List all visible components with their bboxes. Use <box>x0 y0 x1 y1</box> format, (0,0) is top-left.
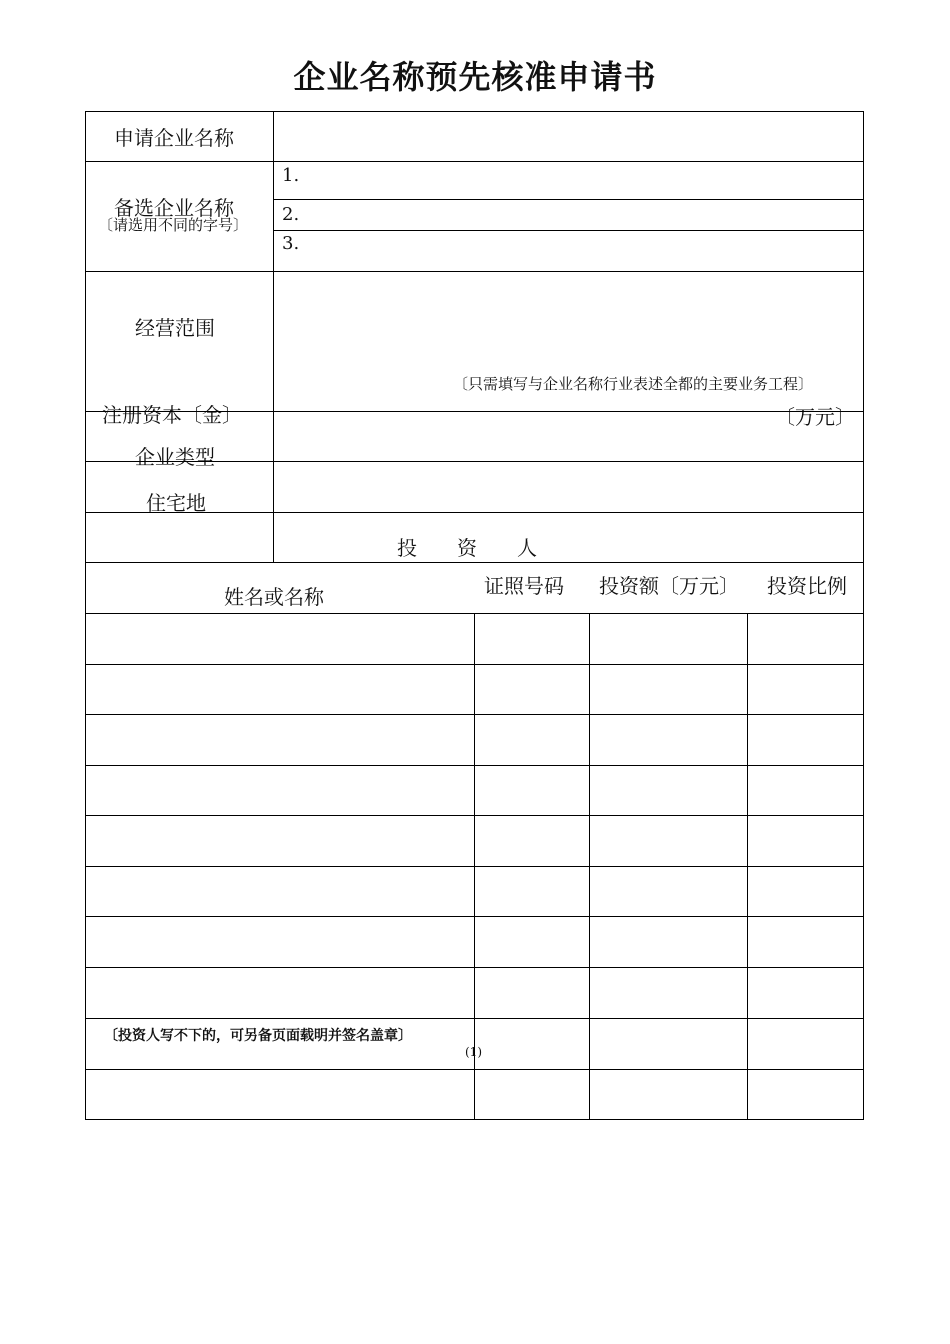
row-divider <box>85 562 863 563</box>
alt-name-1-label: 1. <box>282 165 300 186</box>
alt-name-label: 备选企业名称 <box>114 196 234 220</box>
alt-name-1-field[interactable] <box>305 162 862 199</box>
form-right-border <box>863 111 864 1120</box>
alt-name-3-field[interactable] <box>305 231 862 270</box>
alt-name-note: 〔请选用不同的字号〕 <box>98 216 249 234</box>
table-row[interactable] <box>86 1070 473 1118</box>
header-ratio: 投资比例 <box>767 574 847 598</box>
capital-field[interactable] <box>274 412 862 461</box>
header-id-number: 证照号码 <box>484 574 564 598</box>
alt-name-2-field[interactable] <box>305 200 862 230</box>
investor-note: 〔投资人写不下的，可另备页面载明并签名盖章〕 <box>104 1028 412 1044</box>
residence-field[interactable] <box>274 513 862 561</box>
table-row[interactable] <box>86 816 473 865</box>
residence-label: 住宅地 <box>146 491 206 515</box>
table-row[interactable] <box>86 867 473 915</box>
table-bottom-border <box>85 1119 863 1120</box>
table-row[interactable] <box>86 614 473 663</box>
company-type-label: 企业类型 <box>135 445 215 469</box>
table-row-divider <box>85 1018 863 1019</box>
capital-label: 注册资本〔金〕 <box>102 403 242 427</box>
apply-name-label: 申请企业名称 <box>114 126 234 150</box>
page-title: 企业名称预先核准申请书 <box>293 58 657 96</box>
table-row[interactable] <box>86 665 473 713</box>
capital-unit: 〔万元〕 <box>775 405 855 429</box>
table-row[interactable] <box>86 715 473 764</box>
alt-name-2-label: 2. <box>282 204 300 225</box>
table-row[interactable] <box>86 917 473 966</box>
page-number: (1) <box>465 1045 482 1059</box>
header-name: 姓名或名称 <box>224 585 324 609</box>
investors-section-label: 投 资 人 <box>397 536 537 560</box>
apply-name-field[interactable] <box>274 112 862 160</box>
business-scope-field[interactable] <box>274 272 862 372</box>
table-row[interactable] <box>86 766 473 814</box>
scope-note: 〔只需填写与企业名称行业表述全都的主要业务工程〕 <box>453 375 814 393</box>
company-type-field[interactable] <box>274 462 862 511</box>
header-amount: 投资额〔万元〕 <box>599 574 739 598</box>
alt-name-3-label: 3. <box>282 233 300 254</box>
table-row-divider <box>85 967 863 968</box>
business-scope-label: 经营范围 <box>135 316 215 340</box>
